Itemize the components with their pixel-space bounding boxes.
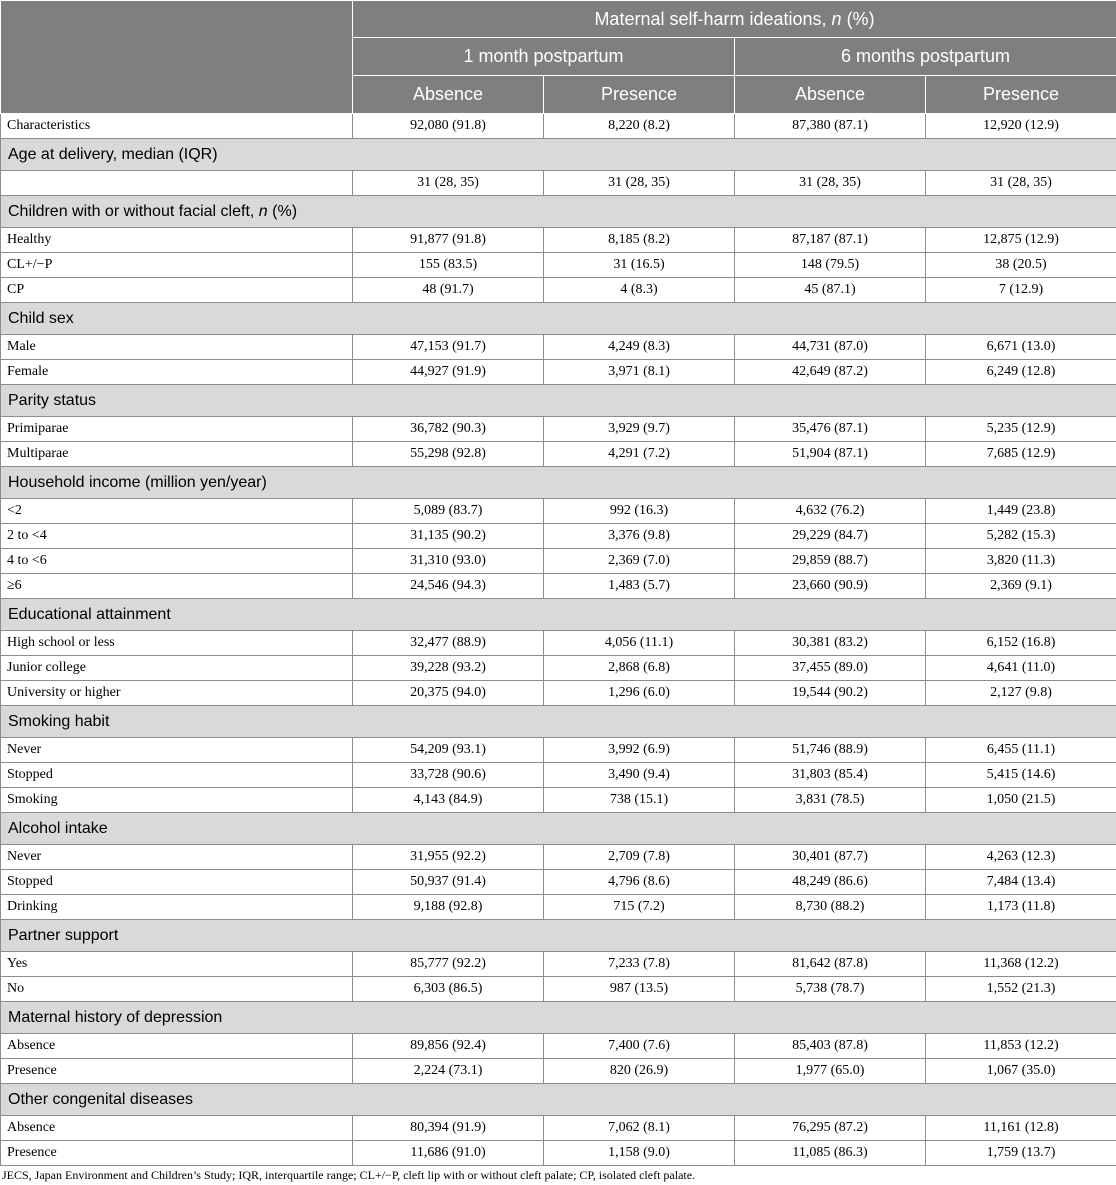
- value-6m-presence: 12,875 (12.9): [926, 228, 1116, 253]
- value-6m-absence: 51,746 (88.9): [735, 738, 926, 763]
- value-6m-absence: 1,977 (65.0): [735, 1059, 926, 1084]
- row-label: Stopped: [1, 763, 353, 788]
- row-label: Presence: [1, 1059, 353, 1084]
- value-6m-absence: 8,730 (88.2): [735, 895, 926, 920]
- group-header-label: Children with or without facial cleft, n (%): [1, 196, 1116, 228]
- value-1m-absence: 31 (28, 35): [353, 171, 544, 196]
- value-6m-presence: 1,552 (21.3): [926, 977, 1116, 1002]
- value-6m-absence: 11,085 (86.3): [735, 1141, 926, 1166]
- group-header-label: Smoking habit: [1, 706, 1116, 738]
- group-header-row: [1, 467, 1116, 499]
- table-row: [1, 631, 1116, 656]
- header-6-months-postpartum: 6 months postpartum: [735, 38, 1116, 76]
- value-1m-presence: 3,971 (8.1): [544, 360, 735, 385]
- value-1m-presence: 738 (15.1): [544, 788, 735, 813]
- value-1m-absence: 24,546 (94.3): [353, 574, 544, 599]
- row-label: University or higher: [1, 681, 353, 706]
- value-1m-presence: 4,796 (8.6): [544, 870, 735, 895]
- row-label: High school or less: [1, 631, 353, 656]
- row-label: Primiparae: [1, 417, 353, 442]
- value-1m-absence: 48 (91.7): [353, 278, 544, 303]
- value-6m-presence: 7,685 (12.9): [926, 442, 1116, 467]
- group-header-label: Parity status: [1, 385, 1116, 417]
- value-6m-absence: 30,401 (87.7): [735, 845, 926, 870]
- value-6m-absence: 30,381 (83.2): [735, 631, 926, 656]
- value-6m-presence: 6,455 (11.1): [926, 738, 1116, 763]
- table-row: [1, 442, 1116, 467]
- header-1m-presence: Presence: [544, 76, 735, 114]
- value-6m-presence: 6,249 (12.8): [926, 360, 1116, 385]
- table-row: [1, 114, 1116, 139]
- value-1m-presence: 992 (16.3): [544, 499, 735, 524]
- value-1m-absence: 32,477 (88.9): [353, 631, 544, 656]
- value-6m-presence: 11,161 (12.8): [926, 1116, 1116, 1141]
- value-6m-presence: 4,263 (12.3): [926, 845, 1116, 870]
- value-1m-presence: 8,185 (8.2): [544, 228, 735, 253]
- row-label: Smoking: [1, 788, 353, 813]
- group-header-row: [1, 1002, 1116, 1034]
- row-label: Healthy: [1, 228, 353, 253]
- table-row: [1, 763, 1116, 788]
- table-row: [1, 845, 1116, 870]
- value-1m-absence: 85,777 (92.2): [353, 952, 544, 977]
- row-label: Stopped: [1, 870, 353, 895]
- table-row: [1, 228, 1116, 253]
- table-row: [1, 360, 1116, 385]
- value-1m-absence: 11,686 (91.0): [353, 1141, 544, 1166]
- value-1m-presence: 2,868 (6.8): [544, 656, 735, 681]
- value-6m-presence: 1,050 (21.5): [926, 788, 1116, 813]
- table-footnote: JECS, Japan Environment and Children’s Study; IQR, interquartile range; CL+/−P, cleft lip with or without cleft palate; CP, isolated cleft palate.: [2, 1168, 696, 1182]
- value-1m-absence: 4,143 (84.9): [353, 788, 544, 813]
- header-blank-corner: [1, 1, 353, 114]
- value-6m-absence: 87,187 (87.1): [735, 228, 926, 253]
- group-header-label: Child sex: [1, 303, 1116, 335]
- table-row: [1, 788, 1116, 813]
- value-1m-presence: 31 (28, 35): [544, 171, 735, 196]
- value-1m-presence: 3,376 (9.8): [544, 524, 735, 549]
- row-label: Male: [1, 335, 353, 360]
- table-row: [1, 895, 1116, 920]
- value-6m-absence: 5,738 (78.7): [735, 977, 926, 1002]
- group-header-row: [1, 139, 1116, 171]
- header-6m-presence: Presence: [926, 76, 1116, 114]
- value-1m-presence: 3,490 (9.4): [544, 763, 735, 788]
- value-1m-presence: 987 (13.5): [544, 977, 735, 1002]
- row-label: 4 to <6: [1, 549, 353, 574]
- table-row: [1, 1034, 1116, 1059]
- table-row: [1, 977, 1116, 1002]
- value-1m-presence: 4 (8.3): [544, 278, 735, 303]
- table-row: [1, 1059, 1116, 1084]
- group-header-row: [1, 1084, 1116, 1116]
- table-row: [1, 574, 1116, 599]
- table-row: [1, 656, 1116, 681]
- value-6m-absence: 29,859 (88.7): [735, 549, 926, 574]
- table-row: [1, 417, 1116, 442]
- value-1m-absence: 50,937 (91.4): [353, 870, 544, 895]
- value-6m-presence: 4,641 (11.0): [926, 656, 1116, 681]
- row-label: Yes: [1, 952, 353, 977]
- row-label: Multiparae: [1, 442, 353, 467]
- value-1m-presence: 3,929 (9.7): [544, 417, 735, 442]
- group-header-row: [1, 196, 1116, 228]
- value-1m-absence: 33,728 (90.6): [353, 763, 544, 788]
- value-1m-absence: 5,089 (83.7): [353, 499, 544, 524]
- row-label: <2: [1, 499, 353, 524]
- value-6m-absence: 76,295 (87.2): [735, 1116, 926, 1141]
- value-1m-presence: 820 (26.9): [544, 1059, 735, 1084]
- table-header: [1, 1, 1116, 114]
- row-label: Absence: [1, 1116, 353, 1141]
- header-1m-absence: Absence: [353, 76, 544, 114]
- table-row: [1, 549, 1116, 574]
- value-1m-presence: 2,369 (7.0): [544, 549, 735, 574]
- value-1m-presence: 7,233 (7.8): [544, 952, 735, 977]
- group-header-label: Other congenital diseases: [1, 1084, 1116, 1116]
- value-1m-absence: 155 (83.5): [353, 253, 544, 278]
- value-1m-presence: 4,056 (11.1): [544, 631, 735, 656]
- value-6m-absence: 42,649 (87.2): [735, 360, 926, 385]
- value-6m-absence: 23,660 (90.9): [735, 574, 926, 599]
- table-row: [1, 499, 1116, 524]
- table-row: [1, 524, 1116, 549]
- row-label: Never: [1, 845, 353, 870]
- value-6m-absence: 37,455 (89.0): [735, 656, 926, 681]
- table-row: [1, 278, 1116, 303]
- value-1m-presence: 7,400 (7.6): [544, 1034, 735, 1059]
- value-6m-presence: 6,671 (13.0): [926, 335, 1116, 360]
- row-label: No: [1, 977, 353, 1002]
- row-label: Female: [1, 360, 353, 385]
- row-label: Characteristics: [1, 114, 353, 139]
- table-row: [1, 335, 1116, 360]
- group-header-row: [1, 920, 1116, 952]
- row-label: [1, 171, 353, 196]
- value-6m-absence: 45 (87.1): [735, 278, 926, 303]
- header-self-harm-ideations: Maternal self-harm ideations, n (%): [353, 1, 1116, 38]
- value-6m-absence: 3,831 (78.5): [735, 788, 926, 813]
- value-6m-absence: 19,544 (90.2): [735, 681, 926, 706]
- value-6m-presence: 31 (28, 35): [926, 171, 1116, 196]
- value-1m-absence: 6,303 (86.5): [353, 977, 544, 1002]
- value-6m-absence: 48,249 (86.6): [735, 870, 926, 895]
- row-label: Absence: [1, 1034, 353, 1059]
- value-1m-absence: 36,782 (90.3): [353, 417, 544, 442]
- value-1m-absence: 80,394 (91.9): [353, 1116, 544, 1141]
- value-1m-presence: 31 (16.5): [544, 253, 735, 278]
- value-1m-absence: 89,856 (92.4): [353, 1034, 544, 1059]
- value-6m-presence: 5,415 (14.6): [926, 763, 1116, 788]
- value-6m-presence: 12,920 (12.9): [926, 114, 1116, 139]
- value-6m-absence: 29,229 (84.7): [735, 524, 926, 549]
- value-1m-presence: 1,158 (9.0): [544, 1141, 735, 1166]
- value-1m-presence: 2,709 (7.8): [544, 845, 735, 870]
- value-6m-absence: 4,632 (76.2): [735, 499, 926, 524]
- value-6m-presence: 1,173 (11.8): [926, 895, 1116, 920]
- value-1m-absence: 2,224 (73.1): [353, 1059, 544, 1084]
- row-label: CL+/−P: [1, 253, 353, 278]
- value-6m-absence: 35,476 (87.1): [735, 417, 926, 442]
- value-6m-presence: 5,282 (15.3): [926, 524, 1116, 549]
- value-1m-presence: 3,992 (6.9): [544, 738, 735, 763]
- group-header-row: [1, 303, 1116, 335]
- value-6m-presence: 11,368 (12.2): [926, 952, 1116, 977]
- value-6m-presence: 1,759 (13.7): [926, 1141, 1116, 1166]
- value-1m-presence: 1,483 (5.7): [544, 574, 735, 599]
- group-header-label: Educational attainment: [1, 599, 1116, 631]
- table-row: [1, 1141, 1116, 1166]
- value-1m-absence: 47,153 (91.7): [353, 335, 544, 360]
- group-header-row: [1, 385, 1116, 417]
- value-6m-presence: 11,853 (12.2): [926, 1034, 1116, 1059]
- row-label: Never: [1, 738, 353, 763]
- value-6m-absence: 44,731 (87.0): [735, 335, 926, 360]
- header-6m-absence: Absence: [735, 76, 926, 114]
- value-1m-absence: 31,310 (93.0): [353, 549, 544, 574]
- group-header-label: Household income (million yen/year): [1, 467, 1116, 499]
- value-6m-presence: 2,369 (9.1): [926, 574, 1116, 599]
- value-6m-absence: 51,904 (87.1): [735, 442, 926, 467]
- row-label: ≥6: [1, 574, 353, 599]
- value-1m-presence: 715 (7.2): [544, 895, 735, 920]
- group-header-row: [1, 813, 1116, 845]
- value-6m-presence: 2,127 (9.8): [926, 681, 1116, 706]
- header-1-month-postpartum: 1 month postpartum: [353, 38, 735, 76]
- value-6m-presence: 5,235 (12.9): [926, 417, 1116, 442]
- group-header-label: Partner support: [1, 920, 1116, 952]
- value-1m-absence: 31,955 (92.2): [353, 845, 544, 870]
- value-6m-presence: 3,820 (11.3): [926, 549, 1116, 574]
- value-1m-presence: 4,291 (7.2): [544, 442, 735, 467]
- value-6m-absence: 85,403 (87.8): [735, 1034, 926, 1059]
- value-1m-presence: 7,062 (8.1): [544, 1116, 735, 1141]
- value-6m-absence: 31,803 (85.4): [735, 763, 926, 788]
- value-1m-absence: 91,877 (91.8): [353, 228, 544, 253]
- table-row: [1, 738, 1116, 763]
- value-1m-absence: 44,927 (91.9): [353, 360, 544, 385]
- table-row: [1, 681, 1116, 706]
- table-row: [1, 1116, 1116, 1141]
- table-row: [1, 253, 1116, 278]
- group-header-row: [1, 706, 1116, 738]
- value-1m-absence: 9,188 (92.8): [353, 895, 544, 920]
- value-1m-absence: 55,298 (92.8): [353, 442, 544, 467]
- value-1m-absence: 92,080 (91.8): [353, 114, 544, 139]
- value-1m-absence: 54,209 (93.1): [353, 738, 544, 763]
- value-6m-absence: 31 (28, 35): [735, 171, 926, 196]
- value-6m-presence: 1,067 (35.0): [926, 1059, 1116, 1084]
- row-label: 2 to <4: [1, 524, 353, 549]
- value-1m-presence: 1,296 (6.0): [544, 681, 735, 706]
- table-row: [1, 171, 1116, 196]
- table-row: [1, 870, 1116, 895]
- row-label: Drinking: [1, 895, 353, 920]
- value-6m-presence: 7,484 (13.4): [926, 870, 1116, 895]
- value-6m-presence: 7 (12.9): [926, 278, 1116, 303]
- value-6m-absence: 148 (79.5): [735, 253, 926, 278]
- value-6m-absence: 87,380 (87.1): [735, 114, 926, 139]
- row-label: CP: [1, 278, 353, 303]
- group-header-label: Alcohol intake: [1, 813, 1116, 845]
- group-header-label: Age at delivery, median (IQR): [1, 139, 1116, 171]
- row-label: Junior college: [1, 656, 353, 681]
- value-1m-absence: 20,375 (94.0): [353, 681, 544, 706]
- value-6m-presence: 38 (20.5): [926, 253, 1116, 278]
- group-header-row: [1, 599, 1116, 631]
- value-1m-presence: 4,249 (8.3): [544, 335, 735, 360]
- value-1m-absence: 39,228 (93.2): [353, 656, 544, 681]
- value-1m-absence: 31,135 (90.2): [353, 524, 544, 549]
- value-6m-presence: 6,152 (16.8): [926, 631, 1116, 656]
- table-body: [1, 114, 1116, 1166]
- table-row: [1, 952, 1116, 977]
- group-header-label: Maternal history of depression: [1, 1002, 1116, 1034]
- row-label: Presence: [1, 1141, 353, 1166]
- value-6m-presence: 1,449 (23.8): [926, 499, 1116, 524]
- value-1m-presence: 8,220 (8.2): [544, 114, 735, 139]
- value-6m-absence: 81,642 (87.8): [735, 952, 926, 977]
